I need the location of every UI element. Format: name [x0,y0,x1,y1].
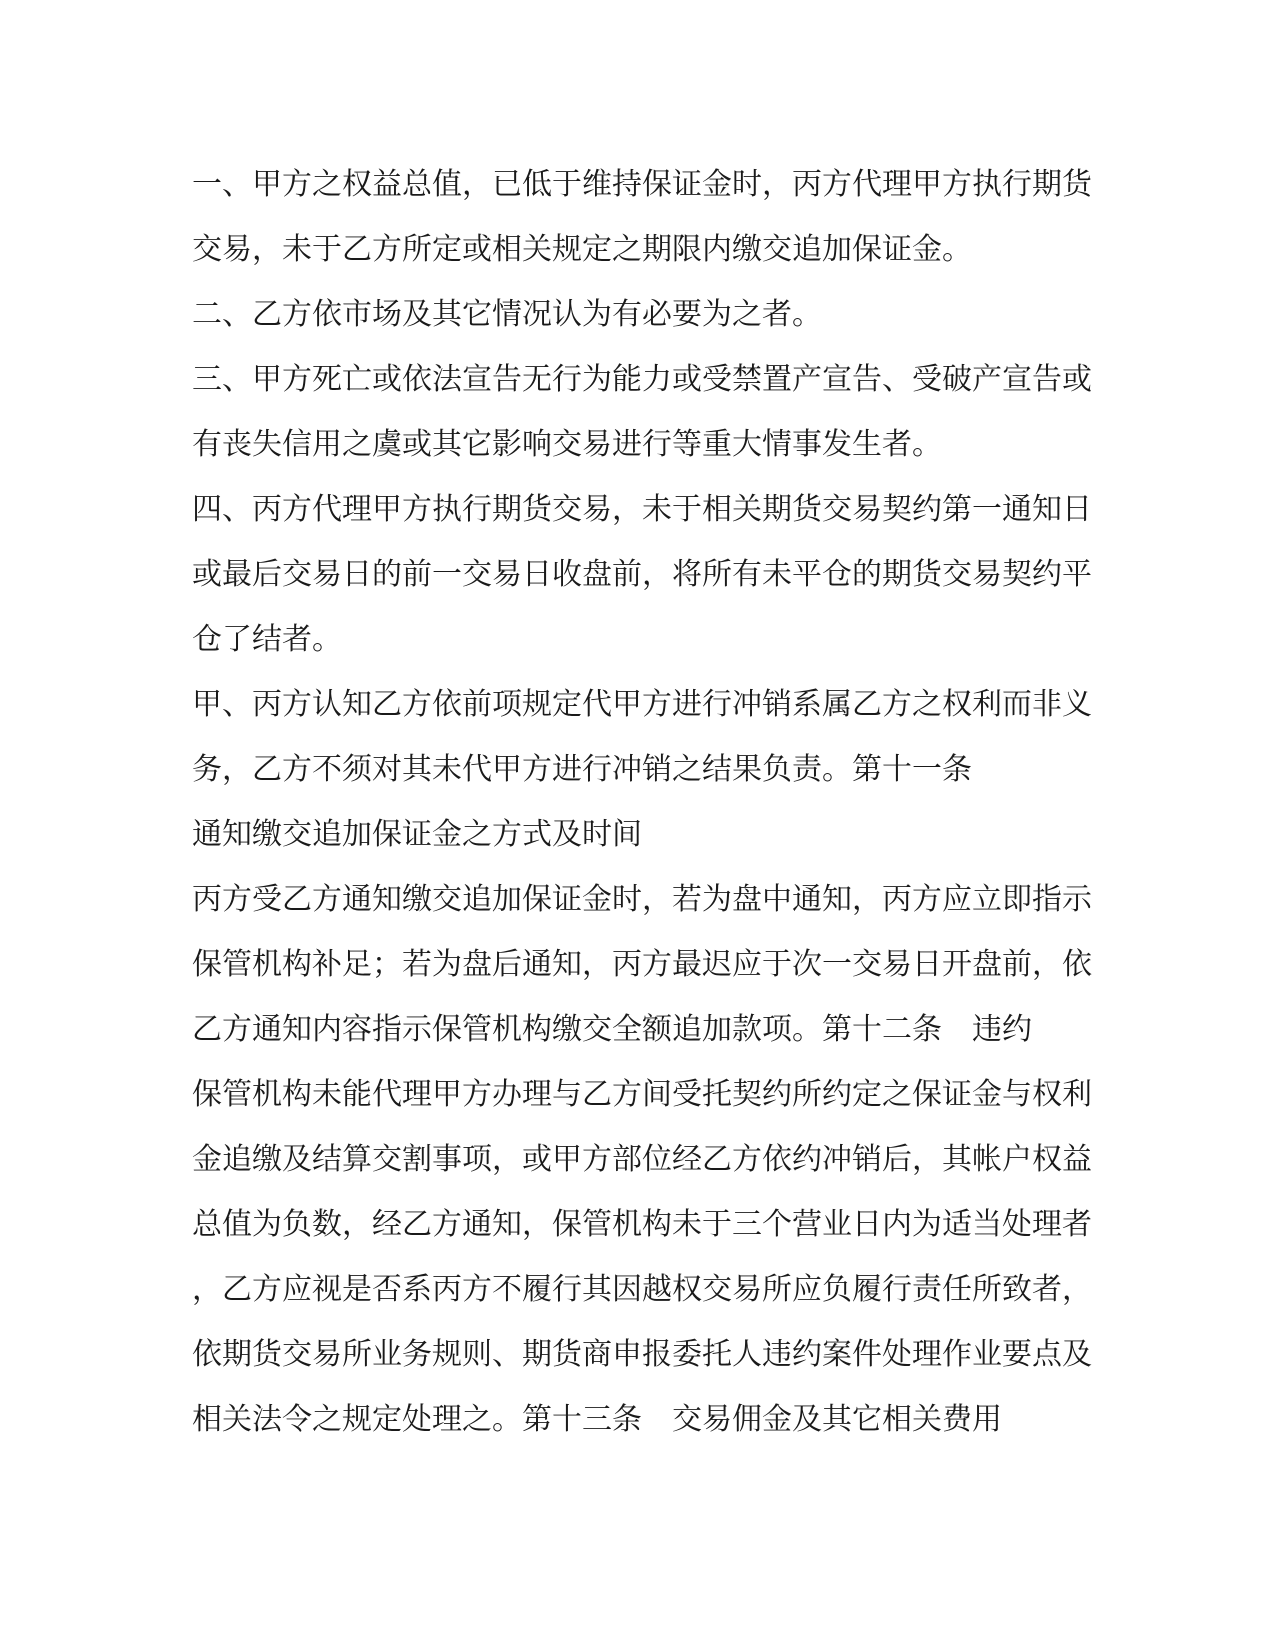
text-line: 金追缴及结算交割事项，或甲方部位经乙方依约冲销后，其帐户权益 [192,1142,1092,1177]
text-line: 有丧失信用之虞或其它影响交易进行等重大情事发生者。 [192,427,942,462]
text-line: 或最后交易日的前一交易日收盘前，将所有未平仓的期货交易契约平 [192,557,1092,592]
text-line: ，乙方应视是否系丙方不履行其因越权交易所应负履行责任所致者， [192,1272,1092,1307]
text-line: 总值为负数，经乙方通知，保管机构未于三个营业日内为适当处理者 [192,1207,1092,1242]
text-line: 保管机构未能代理甲方办理与乙方间受托契约所约定之保证金与权利 [192,1077,1092,1112]
text-line: 四、丙方代理甲方执行期货交易，未于相关期货交易契约第一通知日 [192,492,1092,527]
text-line: 务，乙方不须对其未代甲方进行冲销之结果负责。第十一条 [192,752,972,787]
text-line: 相关法令之规定处理之。第十三条 交易佣金及其它相关费用 [192,1402,1002,1437]
text-line: 甲、丙方认知乙方依前项规定代甲方进行冲销系属乙方之权利而非义 [192,687,1092,722]
document-body [192,152,1092,1452]
text-line: 依期货交易所业务规则、期货商申报委托人违约案件处理作业要点及 [192,1337,1092,1372]
text-line: 乙方通知内容指示保管机构缴交全额追加款项。第十二条 违约 [192,1012,1032,1047]
text-line: 仓了结者。 [192,622,342,657]
text-line: 三、甲方死亡或依法宣告无行为能力或受禁置产宣告、受破产宣告或 [192,362,1092,397]
text-line: 交易，未于乙方所定或相关规定之期限内缴交追加保证金。 [192,232,972,267]
text-line: 一、甲方之权益总值，已低于维持保证金时，丙方代理甲方执行期货 [192,167,1092,202]
text-line: 通知缴交追加保证金之方式及时间 [192,817,642,852]
text-line: 丙方受乙方通知缴交追加保证金时，若为盘中通知，丙方应立即指示 [192,882,1092,917]
text-line: 保管机构补足；若为盘后通知，丙方最迟应于次一交易日开盘前，依 [192,947,1092,982]
text-line: 二、乙方依市场及其它情况认为有必要为之者。 [192,297,822,332]
